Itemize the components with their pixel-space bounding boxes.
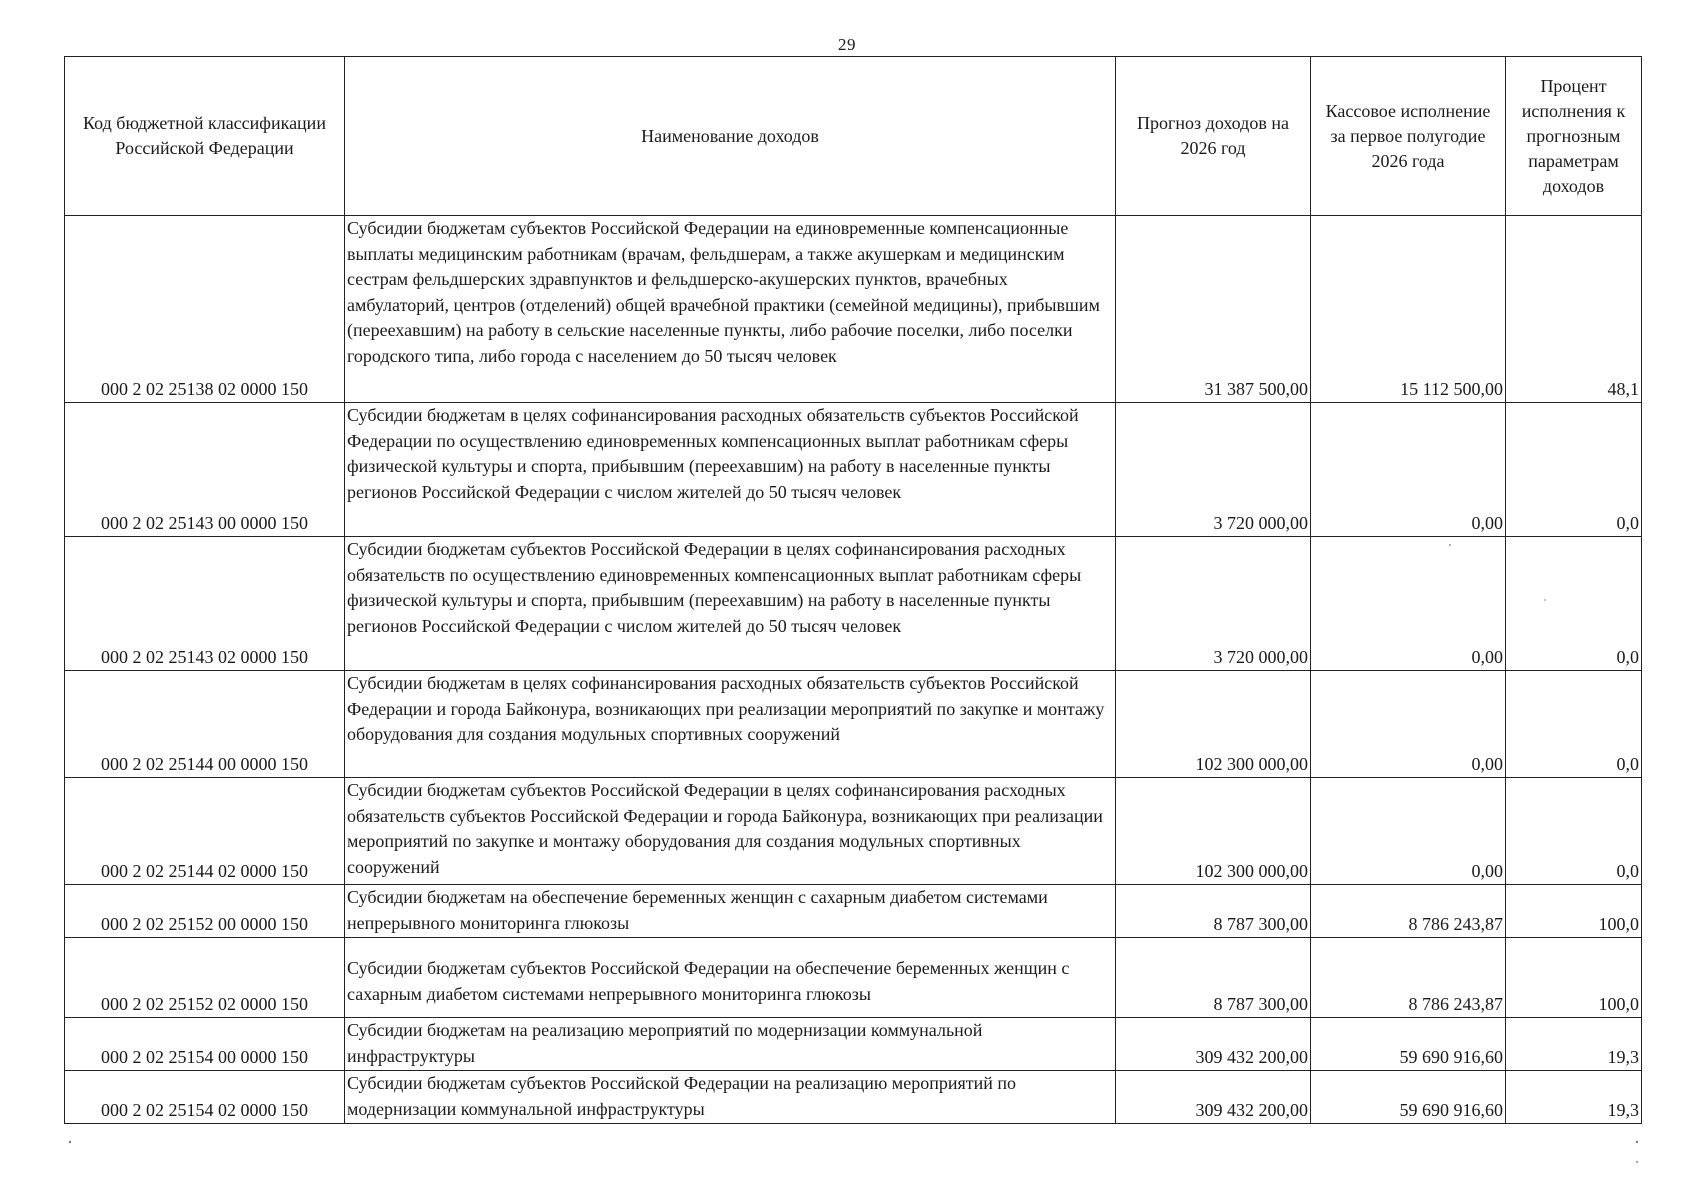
- row-percent: 0,0: [1506, 537, 1642, 671]
- row-code: 000 2 02 25138 02 0000 150: [65, 216, 345, 403]
- header-percent: Процент исполнения к прогнозным параметрам доходов: [1506, 57, 1642, 216]
- table-row: [65, 537, 1642, 671]
- row-execution: 0,00: [1311, 671, 1506, 778]
- row-forecast: 102 300 000,00: [1116, 671, 1311, 778]
- row-forecast: 102 300 000,00: [1116, 778, 1311, 885]
- page-number: 29: [838, 35, 856, 54]
- row-percent: 19,3: [1506, 1018, 1642, 1071]
- row-name: Субсидии бюджетам субъектов Российской Федерации на единовременные компенсационные выплаты медицинским работникам (врачам, фельдшерам, а также акушеркам и медицинским сестрам фельдшерских здравпунктов и фельдшерско-акушерских пунктов, врачебных амбулаторий, центров (отделений) общей врачебной практики (семейной медицины), прибывшим (переехавшим) на работу в сельские населенные пункты, либо рабочие поселки, либо поселки городского типа, либо города с населением до 50 тысяч человек: [345, 216, 1116, 403]
- row-percent: 0,0: [1506, 671, 1642, 778]
- row-execution: 8 786 243,87: [1311, 938, 1506, 1018]
- header-execution: Кассовое исполнение за первое полугодие 2026 года: [1311, 57, 1506, 216]
- revenue-table: [64, 56, 1642, 1124]
- row-name: Субсидии бюджетам субъектов Российской Федерации в целях софинансирования расходных обязательств субъектов Российской Федерации и города Байконура, возникающих при реализации мероприятий по закупке и монтажу оборудования для создания модульных спортивных сооружений: [345, 778, 1116, 885]
- table-row: [65, 778, 1642, 885]
- table-row: [65, 216, 1642, 403]
- row-code: 000 2 02 25144 00 0000 150: [65, 671, 345, 778]
- row-execution: 8 786 243,87: [1311, 885, 1506, 938]
- row-execution: 0,00: [1311, 778, 1506, 885]
- row-execution: 0,00: [1311, 403, 1506, 537]
- header-name: Наименование доходов: [345, 57, 1116, 216]
- row-forecast: 309 432 200,00: [1116, 1018, 1311, 1071]
- row-code: 000 2 02 25144 02 0000 150: [65, 778, 345, 885]
- row-percent: 100,0: [1506, 885, 1642, 938]
- row-forecast: 309 432 200,00: [1116, 1071, 1311, 1124]
- row-name: Субсидии бюджетам субъектов Российской Федерации в целях софинансирования расходных обязательств по осуществлению единовременных компенсационных выплат работникам сферы физической культуры и спорта, прибывшим (переехавшим) на работу в населенные пункты регионов Российской Федерации с числом жителей до 50 тысяч человек: [345, 537, 1116, 671]
- row-name: Субсидии бюджетам в целях софинансирования расходных обязательств субъектов Российской Федерации по осуществлению единовременных компенсационных выплат работникам сферы физической культуры и спорта, прибывшим (переехавшим) на работу в населенные пункты регионов Российской Федерации с числом жителей до 50 тысяч человек: [345, 403, 1116, 537]
- row-name: Субсидии бюджетам субъектов Российской Федерации на обеспечение беременных женщин с сахарным диабетом системами непрерывного мониторинга глюкозы: [345, 938, 1116, 1018]
- row-execution: 59 690 916,60: [1311, 1018, 1506, 1071]
- row-forecast: 31 387 500,00: [1116, 216, 1311, 403]
- table-header-row: [65, 57, 1642, 216]
- row-execution: 59 690 916,60: [1311, 1071, 1506, 1124]
- row-forecast: 8 787 300,00: [1116, 938, 1311, 1018]
- row-code: 000 2 02 25143 02 0000 150: [65, 537, 345, 671]
- row-forecast: 3 720 000,00: [1116, 403, 1311, 537]
- row-execution: 15 112 500,00: [1311, 216, 1506, 403]
- row-percent: 0,0: [1506, 778, 1642, 885]
- header-forecast: Прогноз доходов на 2026 год: [1116, 57, 1311, 216]
- row-name: Субсидии бюджетам на реализацию мероприятий по модернизации коммунальной инфраструктуры: [345, 1018, 1116, 1071]
- row-name: Субсидии бюджетам субъектов Российской Федерации на реализацию мероприятий по модернизации коммунальной инфраструктуры: [345, 1071, 1116, 1124]
- row-percent: 48,1: [1506, 216, 1642, 403]
- row-name: Субсидии бюджетам в целях софинансирования расходных обязательств субъектов Российской Федерации и города Байконура, возникающих при реализации мероприятий по закупке и монтажу оборудования для создания модульных спортивных сооружений: [345, 671, 1116, 778]
- row-percent: 100,0: [1506, 938, 1642, 1018]
- row-percent: 19,3: [1506, 1071, 1642, 1124]
- table-row: [65, 1018, 1642, 1071]
- row-code: 000 2 02 25143 00 0000 150: [65, 403, 345, 537]
- row-forecast: 8 787 300,00: [1116, 885, 1311, 938]
- header-code: Код бюджетной классификации Российской Федерации: [65, 57, 345, 216]
- table-row: [65, 1071, 1642, 1124]
- row-name: Субсидии бюджетам на обеспечение беременных женщин с сахарным диабетом системами непрерывного мониторинга глюкозы: [345, 885, 1116, 938]
- row-execution: 0,00: [1311, 537, 1506, 671]
- table-row: [65, 403, 1642, 537]
- row-forecast: 3 720 000,00: [1116, 537, 1311, 671]
- row-code: 000 2 02 25152 00 0000 150: [65, 885, 345, 938]
- table-row: [65, 938, 1642, 1018]
- row-code: 000 2 02 25152 02 0000 150: [65, 938, 345, 1018]
- table-row: [65, 885, 1642, 938]
- row-code: 000 2 02 25154 02 0000 150: [65, 1071, 345, 1124]
- row-percent: 0,0: [1506, 403, 1642, 537]
- table-row: [65, 671, 1642, 778]
- row-code: 000 2 02 25154 00 0000 150: [65, 1018, 345, 1071]
